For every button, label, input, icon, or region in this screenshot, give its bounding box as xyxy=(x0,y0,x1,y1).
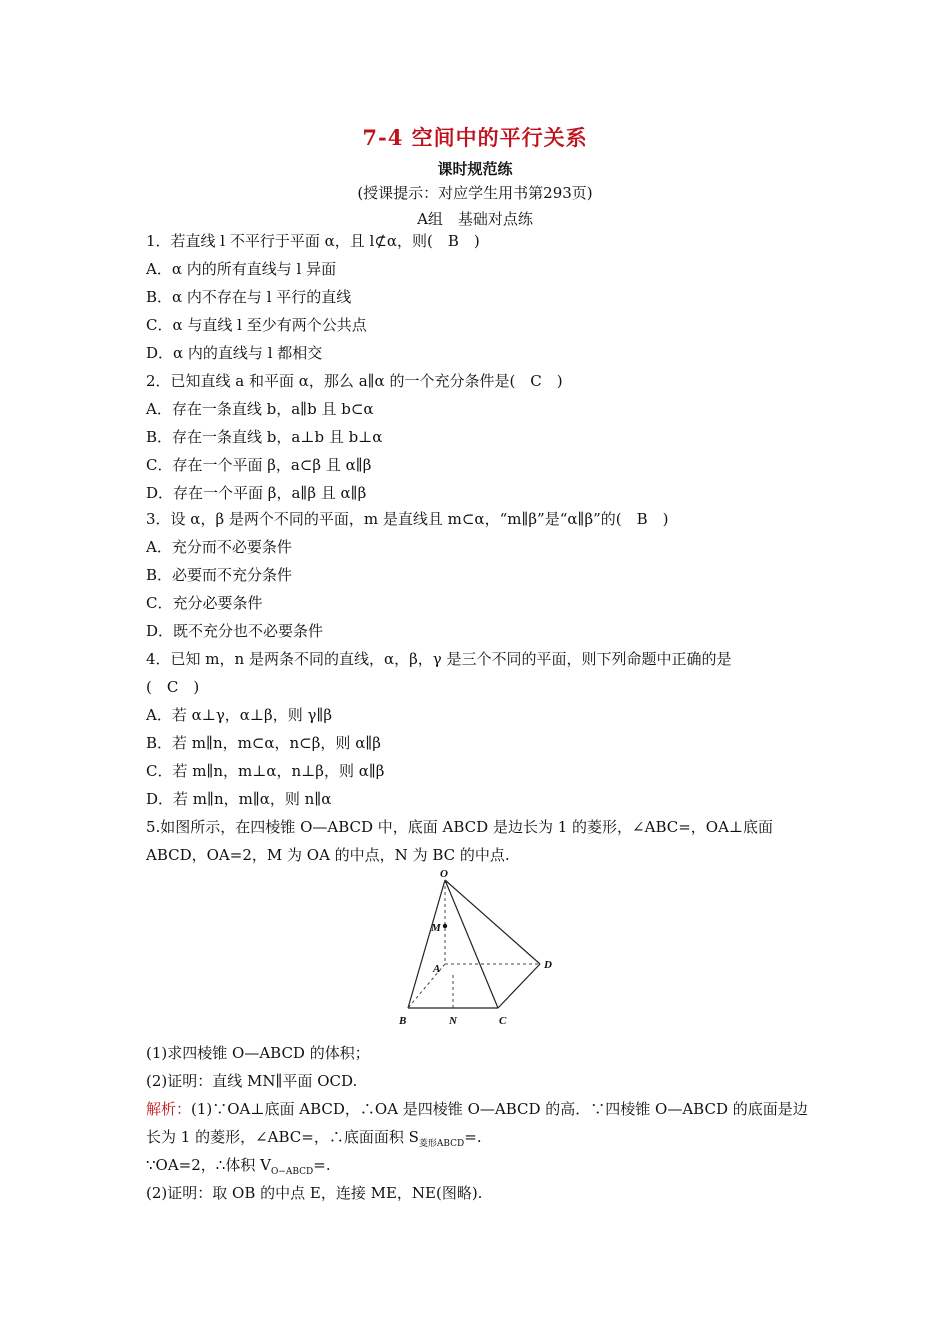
question-4-option-a: A．若 α⊥γ，α⊥β，则 γ∥β xyxy=(146,706,333,724)
label-d: D xyxy=(544,959,552,971)
question-2-option-b: B．存在一条直线 b，a⊥b 且 b⊥α xyxy=(146,428,383,446)
edge-ob xyxy=(408,880,445,1008)
label-a: A xyxy=(433,963,441,975)
question-5-line-1: 5.如图所示，在四棱锥 O—ABCD 中，底面 ABCD 是边长为 1 的菱形，∠ABC=，OA⊥底面 xyxy=(146,818,774,836)
question-3-option-c: C．充分必要条件 xyxy=(146,594,263,612)
question-4-stem: 4．已知 m，n 是两条不同的直线，α，β，γ 是三个不同的平面，则下列命题中正确的是 xyxy=(146,650,732,668)
label-m: M xyxy=(431,922,441,934)
question-3-stem: 3．设 α，β 是两个不同的平面，m 是直线且 m⊂α，“m∥β”是“α∥β”的( B ) xyxy=(146,510,669,528)
question-5-part-1: (1)求四棱锥 O—ABCD 的体积； xyxy=(146,1044,370,1062)
question-4-option-c: C．若 m∥n，m⊥α，n⊥β，则 α∥β xyxy=(146,762,385,780)
question-2-stem: 2．已知直线 a 和平面 α，那么 a∥α 的一个充分条件是( C ) xyxy=(146,372,563,390)
solution-text-3a: ∵OA=2，∴体积 V xyxy=(146,1156,271,1174)
question-1-option-c: C．α 与直线 l 至少有两个公共点 xyxy=(146,316,367,334)
label-o: O xyxy=(440,868,448,880)
label-b: B xyxy=(399,1015,407,1027)
textbook-hint: (授课提示：对应学生用书第293页) xyxy=(357,184,593,202)
solution-text-2a: 长为 1 的菱形，∠ABC=，∴底面面积 S xyxy=(146,1128,419,1146)
edge-cd xyxy=(498,964,540,1008)
solution-line-1 xyxy=(146,1098,808,1120)
label-c: C xyxy=(499,1015,507,1027)
question-1-option-b: B．α 内不存在与 l 平行的直线 xyxy=(146,288,352,306)
section-subtitle: 课时规范练 xyxy=(437,160,513,178)
question-2-option-d: D．存在一个平面 β，a∥β 且 α∥β xyxy=(146,484,367,502)
question-1-option-d: D．α 内的直线与 l 都相交 xyxy=(146,344,323,362)
question-3-option-b: B．必要而不充分条件 xyxy=(146,566,293,584)
point-m xyxy=(443,924,447,928)
pyramid-figure xyxy=(390,868,560,1034)
question-1-option-a: A．α 内的所有直线与 l 异面 xyxy=(146,260,337,278)
question-4-answer: ( C ) xyxy=(146,678,200,696)
group-heading: A组 基础对点练 xyxy=(417,210,533,228)
solution-line-4: (2)证明：取 OB 的中点 E，连接 ME，NE(图略). xyxy=(146,1184,483,1202)
solution-text-3b: =. xyxy=(313,1156,331,1174)
question-1-stem: 1．若直线 l 不平行于平面 α，且 l⊄α，则( B ) xyxy=(146,232,480,250)
solution-line-2 xyxy=(146,1126,482,1155)
question-4-option-d: D．若 m∥n，m∥α，则 n∥α xyxy=(146,790,332,808)
question-3-option-a: A．充分而不必要条件 xyxy=(146,538,292,556)
label-n: N xyxy=(449,1015,457,1027)
solution-label: 解析： xyxy=(146,1100,192,1118)
question-5-part-2: (2)证明：直线 MN∥平面 OCD. xyxy=(146,1072,358,1090)
edge-od xyxy=(445,880,540,964)
solution-text-2b: =. xyxy=(464,1128,482,1146)
solution-text-1: (1)∵OA⊥底面 ABCD，∴OA 是四棱锥 O—ABCD 的高．∵四棱锥 O—ABCD 的底面是边 xyxy=(191,1100,808,1118)
question-2-option-a: A．存在一条直线 b，a∥b 且 b⊂α xyxy=(146,400,374,418)
question-5-line-2: ABCD，OA=2，M 为 OA 的中点，N 为 BC 的中点. xyxy=(146,846,510,864)
question-2-option-c: C．存在一个平面 β，a⊂β 且 α∥β xyxy=(146,456,372,474)
question-3-option-d: D．既不充分也不必要条件 xyxy=(146,622,324,640)
solution-sub-volume: O−ABCD xyxy=(270,1167,314,1177)
solution-sub-area: 菱形ABCD xyxy=(418,1139,465,1149)
question-4-option-b: B．若 m∥n，m⊂α，n⊂β，则 α∥β xyxy=(146,734,381,752)
page-title: 7-4 空间中的平行关系 xyxy=(362,125,588,150)
solution-line-3 xyxy=(146,1154,331,1183)
